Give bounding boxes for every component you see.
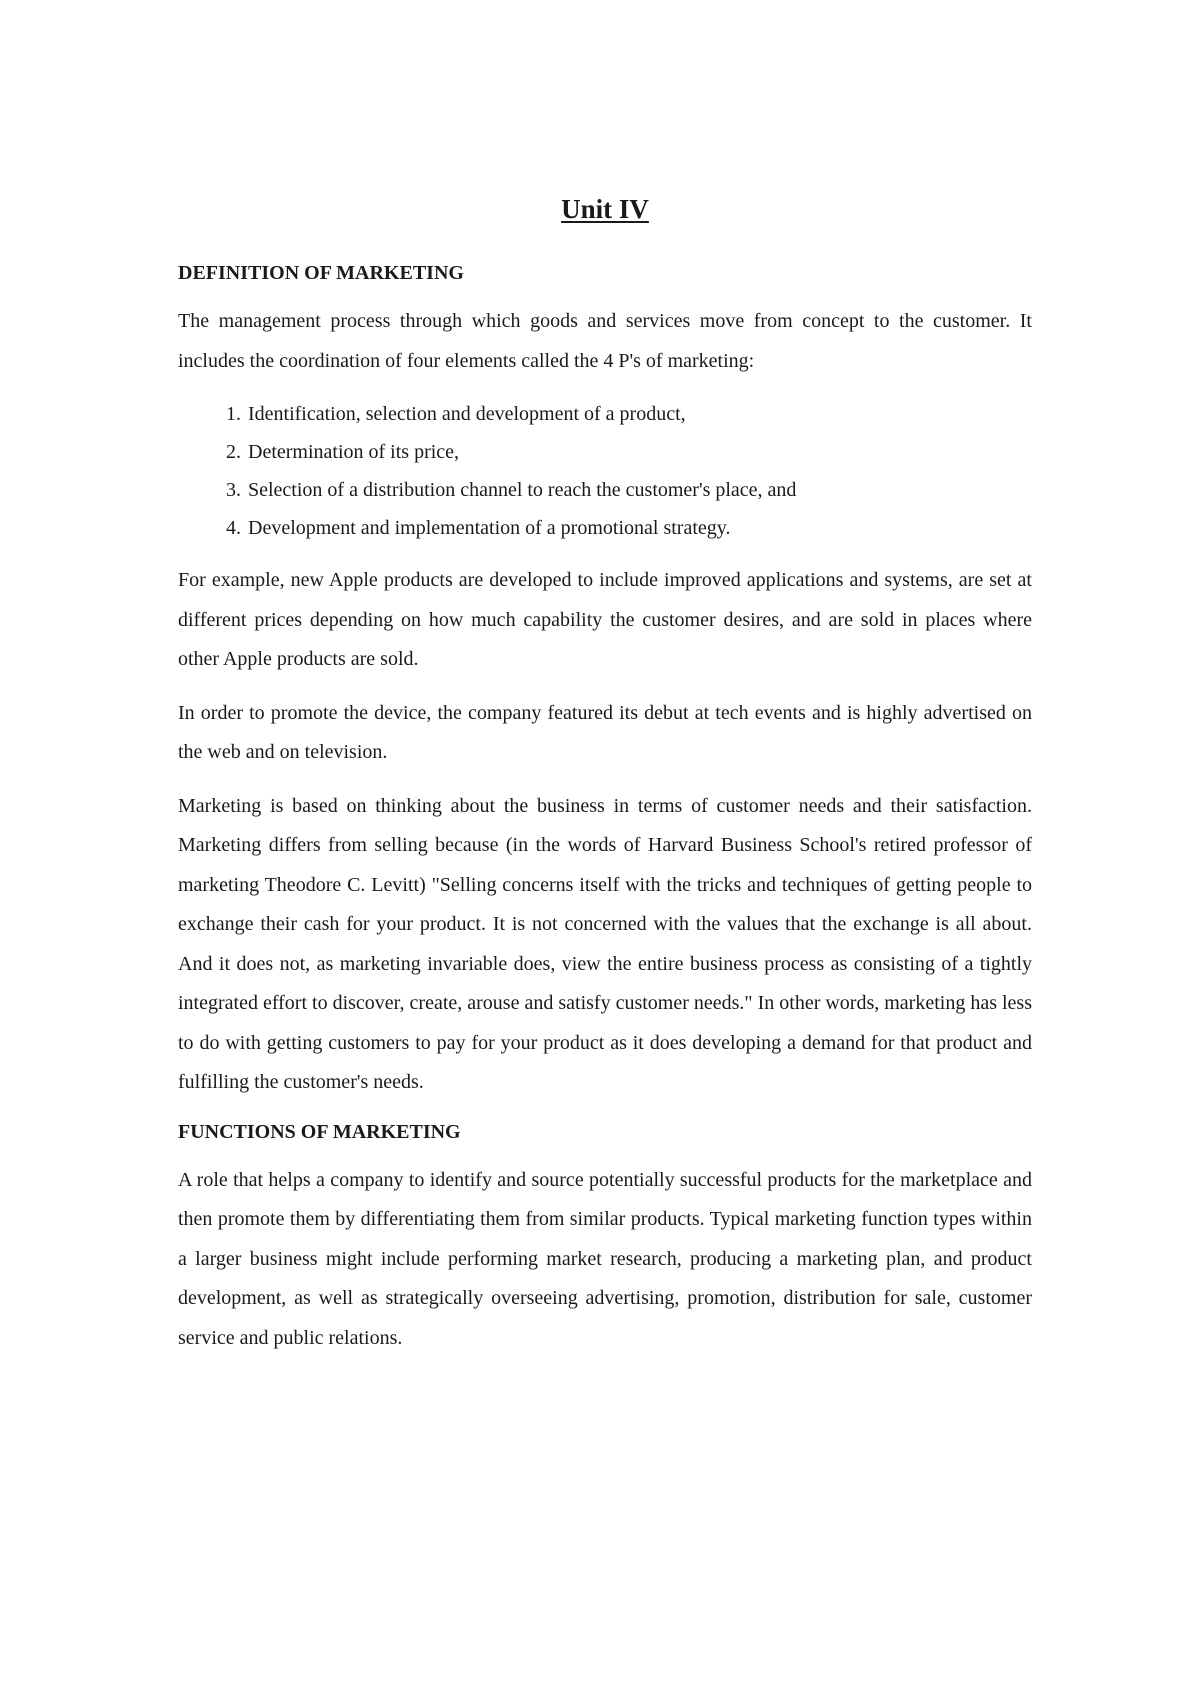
four-ps-list [178, 395, 1032, 547]
section-heading-definition: DEFINITION OF MARKETING [178, 262, 464, 284]
document-content [178, 190, 1032, 1372]
marketing-vs-selling-paragraph: Marketing is based on thinking about the business in terms of customer needs and their satisfaction. Marketing differs from selling because (in the words of Harvard Business School's retired professor of marketing Theodore C. Levitt) "Selling concerns itself with the tricks and techniques of getting people to exchange their cash for your product. It is not concerned with the values that the exchange is all about. And it does not, as marketing invariable does, view the entire business process as consisting of a tightly integrated effort to discover, create, arouse and satisfy customer needs." In other words, marketing has less to do with getting customers to pay for your product as it does developing a demand for that product and fulfilling the customer's needs. [178, 794, 1032, 1093]
functions-paragraph: A role that helps a company to identify and source potentially successful products for the marketplace and then promote them by differentiating them from similar products. Typical marketing function types within a larger business might include performing market research, producing a marketing plan, and product development, as well as strategically overseeing advertising, promotion, distribution for sale, customer service and public relations. [178, 1168, 1032, 1349]
promotion-paragraph: In order to promote the device, the company featured its debut at tech events and is highly advertised on the web and on television. [178, 701, 1032, 763]
definition-intro-paragraph: The management process through which goods and services move from concept to the customer. It includes the coordination of four elements called the 4 P's of marketing: [178, 310, 1032, 372]
list-item: 2. Determination of its price, [246, 433, 1032, 471]
list-item: 4. Development and implementation of a promotional strategy. [246, 509, 1032, 547]
list-item: 1. Identification, selection and development of a product, [246, 395, 1032, 433]
apple-example-paragraph: For example, new Apple products are developed to include improved applications and systems, are set at different prices depending on how much capability the customer desires, and are sold in places where other Apple products are sold. [178, 569, 1032, 670]
section-heading-functions: FUNCTIONS OF MARKETING [178, 1120, 461, 1143]
list-item: 3. Selection of a distribution channel to reach the customer's place, and [246, 471, 1032, 509]
page-title: Unit IV [561, 194, 649, 224]
